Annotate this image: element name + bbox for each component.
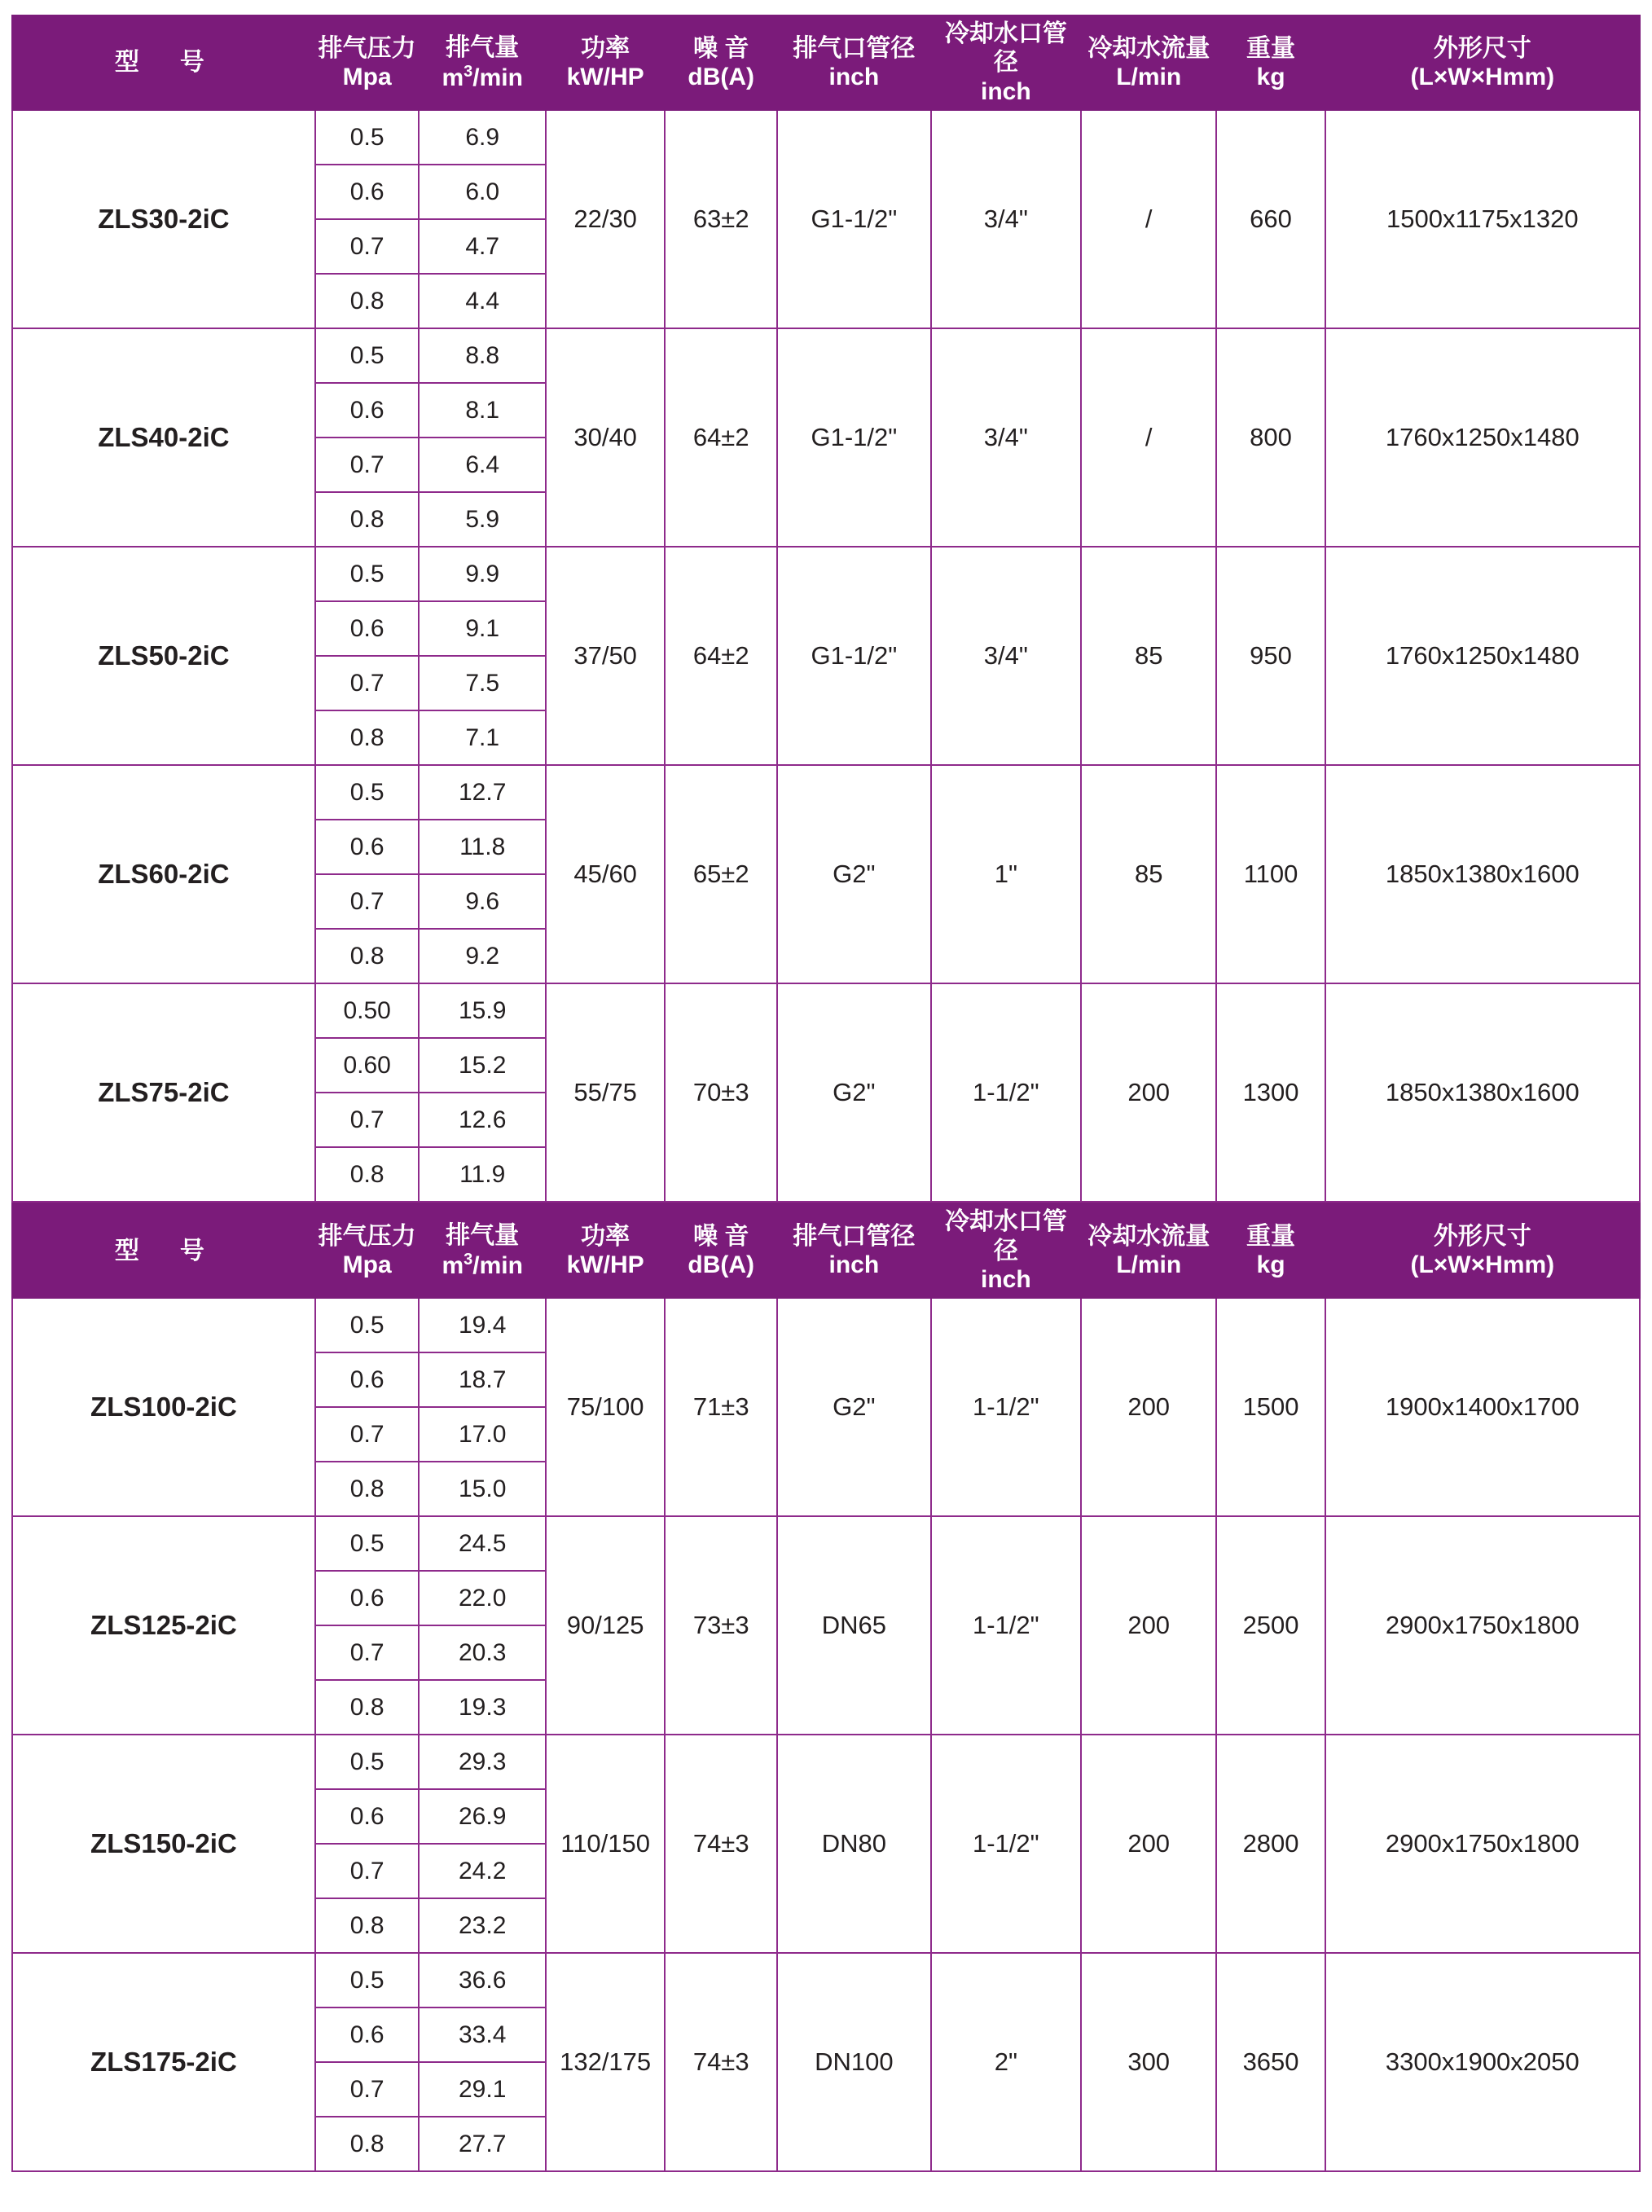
cell-outlet-diameter: G1-1/2": [777, 110, 931, 328]
cell-model: ZLS100-2iC: [12, 1298, 315, 1516]
cubic-superscript: 3: [464, 1250, 473, 1269]
cell-pressure: 0.7: [315, 1093, 420, 1147]
cell-power: 45/60: [546, 765, 666, 983]
cell-weight: 3650: [1216, 1953, 1325, 2171]
cell-pressure: 0.5: [315, 110, 420, 165]
header-pressure-line1: 排气压力: [318, 1222, 416, 1250]
cell-flow: 6.9: [419, 110, 545, 165]
cell-pressure: 0.8: [315, 1898, 420, 1953]
cell-flow: 29.1: [419, 2062, 545, 2117]
cell-model: ZLS60-2iC: [12, 765, 315, 983]
cell-pressure: 0.7: [315, 874, 420, 929]
cell-model: ZLS30-2iC: [12, 110, 315, 328]
cell-pressure: 0.5: [315, 1953, 420, 2008]
cell-flow: 7.1: [419, 710, 545, 765]
cell-weight: 800: [1216, 328, 1325, 547]
header-weight-line1: 重量: [1246, 34, 1296, 62]
header-noise: [665, 1203, 777, 1298]
header-outlet-diameter-line2: inch: [828, 1251, 880, 1279]
cell-power: 110/150: [546, 1735, 666, 1953]
header-dimension-line1: 外形尺寸: [1433, 1222, 1531, 1250]
cell-flow: 6.0: [419, 165, 545, 219]
cell-noise: 64±2: [665, 328, 777, 547]
cell-cooling-water-diameter: 1-1/2": [931, 983, 1081, 1202]
cell-weight: 660: [1216, 110, 1325, 328]
cell-flow: 7.5: [419, 656, 545, 710]
cell-pressure: 0.5: [315, 547, 420, 601]
header-dimension-line2: (L×W×Hmm): [1410, 1251, 1555, 1279]
cell-power: 132/175: [546, 1953, 666, 2171]
header-outlet-diameter-line1: 排气口管径: [793, 1222, 916, 1250]
header-noise-line2: dB(A): [688, 64, 755, 91]
header-cooling-water-diameter-line1: 冷却水口管径: [944, 1208, 1067, 1264]
header-cooling-water-diameter-line2: inch: [980, 77, 1031, 105]
cell-dimension: 1500x1175x1320: [1325, 110, 1640, 328]
header-noise-line1: 噪 音: [693, 34, 749, 62]
cell-model: ZLS75-2iC: [12, 983, 315, 1202]
spec-table-1: [11, 15, 1641, 1203]
cell-model: ZLS150-2iC: [12, 1735, 315, 1953]
header-dimension-line1: 外形尺寸: [1433, 34, 1531, 62]
header-power-line1: 功率: [581, 1222, 630, 1250]
cell-flow: 8.8: [419, 328, 545, 383]
header-cooling-water-diameter-line2: inch: [980, 1265, 1031, 1293]
cell-outlet-diameter: G2": [777, 765, 931, 983]
table-header-row: [12, 1203, 1640, 1298]
header-cooling-water-diameter-line1: 冷却水口管径: [944, 20, 1067, 77]
cell-pressure: 0.5: [315, 1298, 420, 1352]
cell-flow: 4.4: [419, 274, 545, 328]
cell-pressure: 0.8: [315, 710, 420, 765]
cell-flow: 9.9: [419, 547, 545, 601]
cell-cooling-water-diameter: 1-1/2": [931, 1516, 1081, 1735]
cell-dimension: 1760x1250x1480: [1325, 547, 1640, 765]
cell-pressure: 0.8: [315, 2117, 420, 2171]
cell-pressure: 0.6: [315, 2008, 420, 2062]
cell-pressure: 0.6: [315, 601, 420, 656]
cell-cooling-water-diameter: 3/4": [931, 328, 1081, 547]
cell-flow: 24.5: [419, 1516, 545, 1571]
cell-cooling-water-diameter: 3/4": [931, 547, 1081, 765]
header-flow-line2: $m^3/\min$: [442, 1250, 523, 1279]
cell-flow: 9.6: [419, 874, 545, 929]
cell-weight: 1300: [1216, 983, 1325, 1202]
header-cooling-water-flow-line2: L/min: [1116, 1251, 1182, 1279]
cell-dimension: 1850x1380x1600: [1325, 765, 1640, 983]
cell-cooling-water-flow: 200: [1081, 1516, 1217, 1735]
header-weight-line2: kg: [1256, 64, 1285, 91]
header-model: [12, 1203, 315, 1298]
header-pressure-line1: 排气压力: [318, 34, 416, 62]
cell-pressure: 0.7: [315, 1407, 420, 1462]
cell-flow: 9.2: [419, 929, 545, 983]
cell-power: 55/75: [546, 983, 666, 1202]
header-model-line1: 型 号: [114, 49, 213, 77]
cell-pressure: 0.5: [315, 328, 420, 383]
cell-cooling-water-diameter: 1-1/2": [931, 1735, 1081, 1953]
header-flow: [419, 15, 545, 110]
header-power-line1: 功率: [581, 34, 630, 62]
header-noise-line1: 噪 音: [693, 1222, 749, 1250]
cell-pressure: 0.7: [315, 1844, 420, 1898]
cell-weight: 2500: [1216, 1516, 1325, 1735]
cell-pressure: 0.6: [315, 1789, 420, 1844]
cell-cooling-water-diameter: 1": [931, 765, 1081, 983]
cell-model: ZLS50-2iC: [12, 547, 315, 765]
header-dimension-line2: (L×W×Hmm): [1410, 64, 1555, 91]
cell-pressure: 0.60: [315, 1038, 420, 1093]
header-cooling-water-flow: [1081, 15, 1217, 110]
table-header-row: [12, 15, 1640, 110]
cell-outlet-diameter: G2": [777, 1298, 931, 1516]
cell-pressure: 0.5: [315, 765, 420, 820]
cell-pressure: 0.5: [315, 1516, 420, 1571]
cell-flow: 17.0: [419, 1407, 545, 1462]
cell-outlet-diameter: DN80: [777, 1735, 931, 1953]
header-power-line2: kW/HP: [566, 64, 644, 91]
table-row: [12, 1953, 1640, 2008]
cell-cooling-water-flow: 200: [1081, 1298, 1217, 1516]
cell-flow: 11.9: [419, 1147, 545, 1202]
cell-model: ZLS175-2iC: [12, 1953, 315, 2171]
cell-outlet-diameter: DN65: [777, 1516, 931, 1735]
cell-pressure: 0.8: [315, 1680, 420, 1735]
cell-flow: 12.6: [419, 1093, 545, 1147]
header-model: [12, 15, 315, 110]
header-model-line1: 型 号: [114, 1237, 213, 1264]
cubic-superscript: 3: [464, 62, 473, 81]
cell-flow: 15.9: [419, 983, 545, 1038]
table-row: [12, 328, 1640, 383]
table-row: [12, 1298, 1640, 1352]
header-power: [546, 1203, 666, 1298]
cell-noise: 64±2: [665, 547, 777, 765]
cell-dimension: 2900x1750x1800: [1325, 1735, 1640, 1953]
header-power-line2: kW/HP: [566, 1251, 644, 1279]
cell-pressure: 0.7: [315, 1625, 420, 1680]
cell-cooling-water-diameter: 1-1/2": [931, 1298, 1081, 1516]
cell-pressure: 0.6: [315, 1571, 420, 1625]
header-cooling-water-flow-line1: 冷却水流量: [1087, 1222, 1210, 1250]
table-row: [12, 765, 1640, 820]
header-pressure-line2: Mpa: [342, 64, 392, 91]
cell-dimension: 2900x1750x1800: [1325, 1516, 1640, 1735]
cell-flow: 6.4: [419, 438, 545, 492]
table-row: [12, 110, 1640, 165]
header-cooling-water-diameter: [931, 15, 1081, 110]
header-cooling-water-flow: [1081, 1203, 1217, 1298]
header-outlet-diameter-line1: 排气口管径: [793, 34, 916, 62]
cell-pressure: 0.8: [315, 1462, 420, 1516]
header-outlet-diameter: [777, 15, 931, 110]
header-weight: [1216, 15, 1325, 110]
cell-pressure: 0.7: [315, 656, 420, 710]
cell-noise: 63±2: [665, 110, 777, 328]
header-flow-line2: $m^3/\min$: [442, 62, 523, 91]
cell-power: 75/100: [546, 1298, 666, 1516]
header-dimension: [1325, 1203, 1640, 1298]
table-row: [12, 1516, 1640, 1571]
cell-pressure: 0.8: [315, 929, 420, 983]
cell-model: ZLS40-2iC: [12, 328, 315, 547]
cell-flow: 15.2: [419, 1038, 545, 1093]
header-noise-line2: dB(A): [688, 1251, 755, 1279]
cell-pressure: 0.6: [315, 1352, 420, 1407]
cell-weight: 1500: [1216, 1298, 1325, 1516]
cell-dimension: 3300x1900x2050: [1325, 1953, 1640, 2171]
header-outlet-diameter-line2: inch: [828, 64, 880, 91]
header-dimension: [1325, 15, 1640, 110]
cell-pressure: 0.7: [315, 219, 420, 274]
header-pressure-line2: Mpa: [342, 1251, 392, 1279]
header-cooling-water-flow-line1: 冷却水流量: [1087, 34, 1210, 62]
cell-weight: 2800: [1216, 1735, 1325, 1953]
header-flow-line1: 排气量: [446, 1222, 520, 1250]
cell-pressure: 0.6: [315, 820, 420, 874]
cell-flow: 29.3: [419, 1735, 545, 1789]
cell-dimension: 1760x1250x1480: [1325, 328, 1640, 547]
cell-flow: 20.3: [419, 1625, 545, 1680]
cell-flow: 27.7: [419, 2117, 545, 2171]
cell-cooling-water-flow: /: [1081, 110, 1217, 328]
cell-flow: 18.7: [419, 1352, 545, 1407]
cell-cooling-water-flow: 85: [1081, 547, 1217, 765]
cell-outlet-diameter: G2": [777, 983, 931, 1202]
cell-outlet-diameter: DN100: [777, 1953, 931, 2171]
cell-noise: 70±3: [665, 983, 777, 1202]
cell-flow: 22.0: [419, 1571, 545, 1625]
cell-pressure: 0.8: [315, 1147, 420, 1202]
header-outlet-diameter: [777, 1203, 931, 1298]
header-weight-line2: kg: [1256, 1251, 1285, 1279]
cell-power: 90/125: [546, 1516, 666, 1735]
cell-flow: 19.4: [419, 1298, 545, 1352]
cell-flow: 24.2: [419, 1844, 545, 1898]
cell-weight: 1100: [1216, 765, 1325, 983]
cell-pressure: 0.8: [315, 492, 420, 547]
cell-cooling-water-diameter: 3/4": [931, 110, 1081, 328]
cell-flow: 23.2: [419, 1898, 545, 1953]
cell-flow: 5.9: [419, 492, 545, 547]
cell-noise: 73±3: [665, 1516, 777, 1735]
header-pressure: [315, 15, 420, 110]
header-weight: [1216, 1203, 1325, 1298]
tables-container: [11, 15, 1641, 2172]
cell-power: 30/40: [546, 328, 666, 547]
cell-dimension: 1900x1400x1700: [1325, 1298, 1640, 1516]
cell-noise: 74±3: [665, 1953, 777, 2171]
cell-outlet-diameter: G1-1/2": [777, 328, 931, 547]
header-cooling-water-flow-line2: L/min: [1116, 64, 1182, 91]
header-power: [546, 15, 666, 110]
cell-cooling-water-diameter: 2": [931, 1953, 1081, 2171]
cell-flow: 26.9: [419, 1789, 545, 1844]
cell-noise: 65±2: [665, 765, 777, 983]
header-weight-line1: 重量: [1246, 1222, 1296, 1250]
cell-flow: 11.8: [419, 820, 545, 874]
cell-flow: 36.6: [419, 1953, 545, 2008]
table-row: [12, 547, 1640, 601]
cell-cooling-water-flow: /: [1081, 328, 1217, 547]
cell-cooling-water-flow: 300: [1081, 1953, 1217, 2171]
header-noise: [665, 15, 777, 110]
cell-weight: 950: [1216, 547, 1325, 765]
header-pressure: [315, 1203, 420, 1298]
cell-flow: 33.4: [419, 2008, 545, 2062]
table-row: [12, 1735, 1640, 1789]
cell-pressure: 0.5: [315, 1735, 420, 1789]
cell-power: 37/50: [546, 547, 666, 765]
cell-dimension: 1850x1380x1600: [1325, 983, 1640, 1202]
cell-flow: 4.7: [419, 219, 545, 274]
cell-pressure: 0.6: [315, 165, 420, 219]
cell-flow: 19.3: [419, 1680, 545, 1735]
cell-pressure: 0.7: [315, 2062, 420, 2117]
table-row: [12, 983, 1640, 1038]
cell-model: ZLS125-2iC: [12, 1516, 315, 1735]
cell-flow: 8.1: [419, 383, 545, 438]
header-flow: [419, 1203, 545, 1298]
cell-noise: 71±3: [665, 1298, 777, 1516]
cell-flow: 15.0: [419, 1462, 545, 1516]
cell-cooling-water-flow: 200: [1081, 983, 1217, 1202]
cell-noise: 74±3: [665, 1735, 777, 1953]
header-cooling-water-diameter: [931, 1203, 1081, 1298]
cell-cooling-water-flow: 85: [1081, 765, 1217, 983]
cell-flow: 9.1: [419, 601, 545, 656]
spec-table-2: [11, 1203, 1641, 2172]
cell-pressure: 0.8: [315, 274, 420, 328]
cell-cooling-water-flow: 200: [1081, 1735, 1217, 1953]
cell-pressure: 0.7: [315, 438, 420, 492]
header-flow-line1: 排气量: [446, 34, 520, 62]
cell-pressure: 0.6: [315, 383, 420, 438]
cell-pressure: 0.50: [315, 983, 420, 1038]
cell-flow: 12.7: [419, 765, 545, 820]
cell-outlet-diameter: G1-1/2": [777, 547, 931, 765]
cell-power: 22/30: [546, 110, 666, 328]
